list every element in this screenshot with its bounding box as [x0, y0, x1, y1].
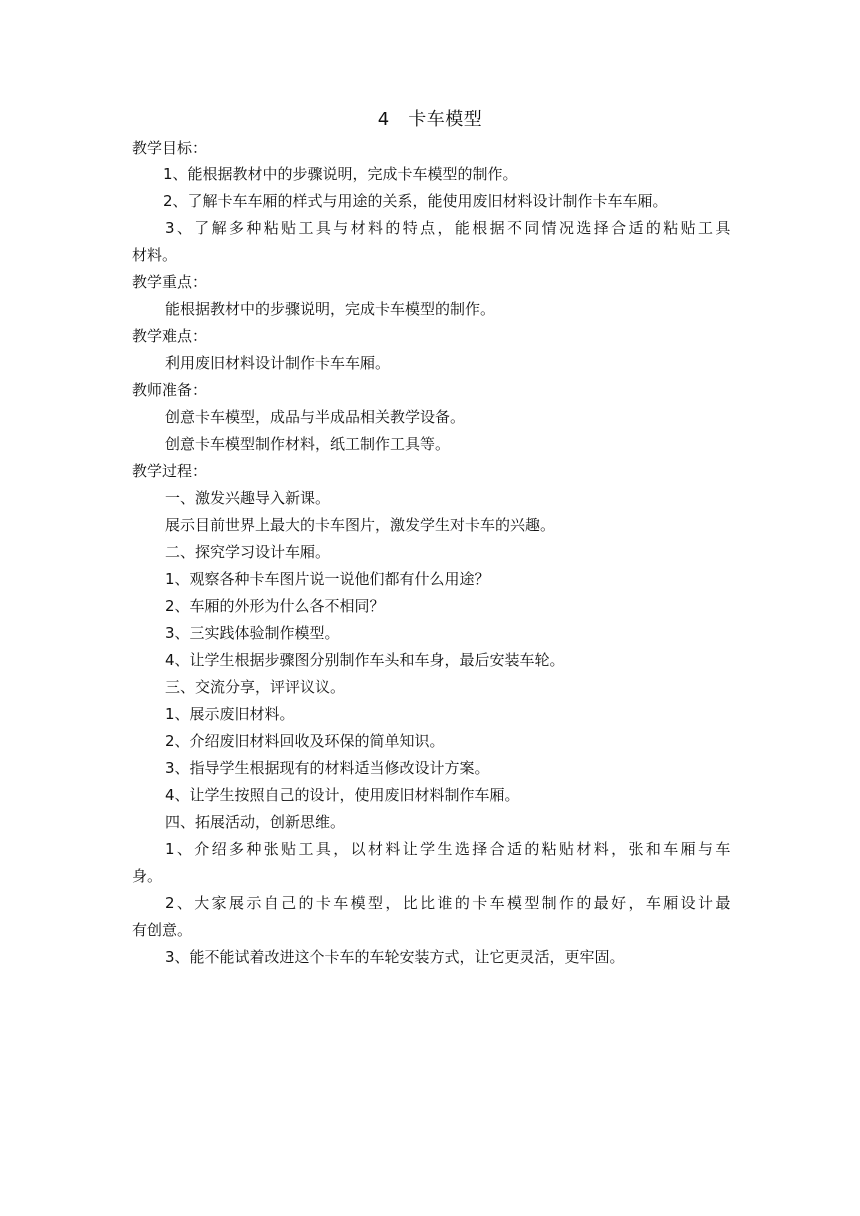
objective-item-1: 1、能根据教材中的步骤说明，完成卡车模型的制作。: [163, 165, 518, 183]
difficulties-heading: 教学难点：: [132, 327, 208, 345]
process-line: 4、让学生根据步骤图分别制作车头和车身，最后安装车轮。: [165, 651, 565, 669]
process-line-continued: 有创意。: [132, 921, 193, 939]
process-line: 1、观察各种卡车图片说一说他们都有什么用途？: [165, 570, 490, 588]
process-line: 二、探究学习设计车厢。: [165, 543, 331, 561]
objective-item-3-continued: 材料。: [132, 246, 178, 264]
process-line-continued: 身。: [132, 867, 163, 885]
objective-item-3: 3、了解多种粘贴工具与材料的特点，能根据不同情况选择合适的粘贴工具: [165, 219, 731, 237]
process-line: 一、激发兴趣导入新课。: [165, 489, 331, 507]
process-line: 2、大家展示自己的卡车模型，比比谁的卡车模型制作的最好，车厢设计最: [165, 894, 731, 912]
process-line: 展示目前世界上最大的卡车图片，激发学生对卡车的兴趣。: [165, 516, 556, 534]
process-heading: 教学过程：: [132, 462, 208, 480]
process-line: 3、指导学生根据现有的材料适当修改设计方案。: [165, 759, 490, 777]
difficulty-item-1: 利用废旧材料设计制作卡车车厢。: [165, 354, 391, 372]
process-line: 1、展示废旧材料。: [165, 705, 295, 723]
process-line: 2、车厢的外形为什么各不相同？: [165, 597, 385, 615]
process-line: 1、介绍多种张贴工具，以材料让学生选择合适的粘贴材料，张和车厢与车: [165, 840, 731, 858]
document-title: 4 卡车模型: [377, 109, 483, 130]
objective-item-2: 2、了解卡车车厢的样式与用途的关系，能使用废旧材料设计制作卡车车厢。: [163, 192, 668, 210]
preparation-item-1: 创意卡车模型，成品与半成品相关教学设备。: [165, 408, 466, 426]
key-points-heading: 教学重点：: [132, 273, 208, 291]
key-point-item-1: 能根据教材中的步骤说明，完成卡车模型的制作。: [165, 300, 496, 318]
process-line: 2、介绍废旧材料回收及环保的简单知识。: [165, 732, 445, 750]
process-line: 四、拓展活动，创新思维。: [165, 813, 346, 831]
preparation-item-2: 创意卡车模型制作材料，纸工制作工具等。: [165, 435, 451, 453]
preparation-heading: 教师准备：: [132, 381, 208, 399]
process-line: 3、能不能试着改进这个卡车的车轮安装方式，让它更灵活，更牢固。: [165, 948, 625, 966]
objectives-heading: 教学目标：: [132, 139, 208, 157]
process-line: 三、交流分享，评评议议。: [165, 678, 346, 696]
process-line: 3、三实践体验制作模型。: [165, 624, 340, 642]
process-line: 4、让学生按照自己的设计，使用废旧材料制作车厢。: [165, 786, 520, 804]
